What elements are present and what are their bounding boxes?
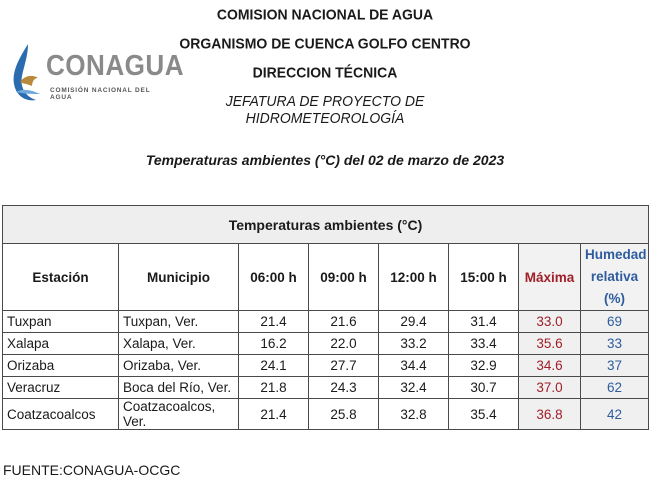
logo-wordmark: CONAGUA — [46, 50, 185, 82]
source-footer: FUENTE:CONAGUA-OCGC — [3, 462, 181, 478]
cell-humedad: 69 — [581, 311, 649, 333]
cell-maxima: 37.0 — [519, 377, 581, 399]
temperature-table — [2, 205, 649, 430]
col-header-06h: 06:00 h — [239, 244, 309, 311]
cell-municipio: Coatzacoalcos, Ver. — [119, 399, 239, 430]
table-row — [3, 311, 649, 333]
cell-06h: 16.2 — [239, 333, 309, 355]
col-header-estacion: Estación — [3, 244, 119, 311]
cell-09h: 21.6 — [309, 311, 379, 333]
col-header-12h: 12:00 h — [379, 244, 449, 311]
col-header-09h: 09:00 h — [309, 244, 379, 311]
cell-estacion: Coatzacoalcos — [3, 399, 119, 430]
cell-estacion: Xalapa — [3, 333, 119, 355]
conagua-emblem-icon — [10, 42, 46, 104]
col-header-15h: 15:00 h — [449, 244, 519, 311]
cell-estacion: Tuxpan — [3, 311, 119, 333]
cell-estacion: Orizaba — [3, 355, 119, 377]
cell-09h: 27.7 — [309, 355, 379, 377]
cell-15h: 31.4 — [449, 311, 519, 333]
cell-12h: 32.4 — [379, 377, 449, 399]
cell-municipio: Boca del Río, Ver. — [119, 377, 239, 399]
cell-06h: 24.1 — [239, 355, 309, 377]
conagua-logo — [10, 40, 185, 112]
cell-09h: 25.8 — [309, 399, 379, 430]
cell-estacion: Veracruz — [3, 377, 119, 399]
table-row — [3, 355, 649, 377]
cell-municipio: Orizaba, Ver. — [119, 355, 239, 377]
cell-15h: 35.4 — [449, 399, 519, 430]
cell-maxima: 36.8 — [519, 399, 581, 430]
col-header-municipio: Municipio — [119, 244, 239, 311]
cell-15h: 33.4 — [449, 333, 519, 355]
table-row — [3, 377, 649, 399]
cell-municipio: Tuxpan, Ver. — [119, 311, 239, 333]
header-line-1: COMISION NACIONAL DE AGUA — [216, 5, 434, 23]
cell-humedad: 33 — [581, 333, 649, 355]
header-line-3: DIRECCION TÉCNICA — [252, 63, 398, 81]
header-line-4: JEFATURA DE PROYECTO DE HIDROMETEOROLOGÍA — [225, 91, 425, 127]
cell-12h: 33.2 — [379, 333, 449, 355]
cell-humedad: 42 — [581, 399, 649, 430]
table-caption: Temperaturas ambientes (°C) — [3, 206, 649, 244]
cell-maxima: 33.0 — [519, 311, 581, 333]
cell-maxima: 34.6 — [519, 355, 581, 377]
col-header-maxima: Máxima — [519, 244, 581, 311]
cell-12h: 32.8 — [379, 399, 449, 430]
cell-06h: 21.4 — [239, 399, 309, 430]
cell-06h: 21.4 — [239, 311, 309, 333]
report-subtitle: Temperaturas ambientes (°C) del 02 de marzo de 2023 — [145, 152, 505, 168]
cell-06h: 21.8 — [239, 377, 309, 399]
cell-15h: 32.9 — [449, 355, 519, 377]
cell-12h: 34.4 — [379, 355, 449, 377]
cell-09h: 22.0 — [309, 333, 379, 355]
header-line-2: ORGANISMO DE CUENCA GOLFO CENTRO — [179, 34, 471, 52]
cell-15h: 30.7 — [449, 377, 519, 399]
cell-humedad: 62 — [581, 377, 649, 399]
cell-maxima: 35.6 — [519, 333, 581, 355]
col-header-humedad: Humedad relativa (%) — [581, 244, 649, 311]
cell-09h: 24.3 — [309, 377, 379, 399]
cell-municipio: Xalapa, Ver. — [119, 333, 239, 355]
table-row — [3, 333, 649, 355]
cell-humedad: 37 — [581, 355, 649, 377]
logo-subtitle: COMISIÓN NACIONAL DEL AGUA — [50, 87, 151, 101]
cell-12h: 29.4 — [379, 311, 449, 333]
table-row — [3, 399, 649, 430]
